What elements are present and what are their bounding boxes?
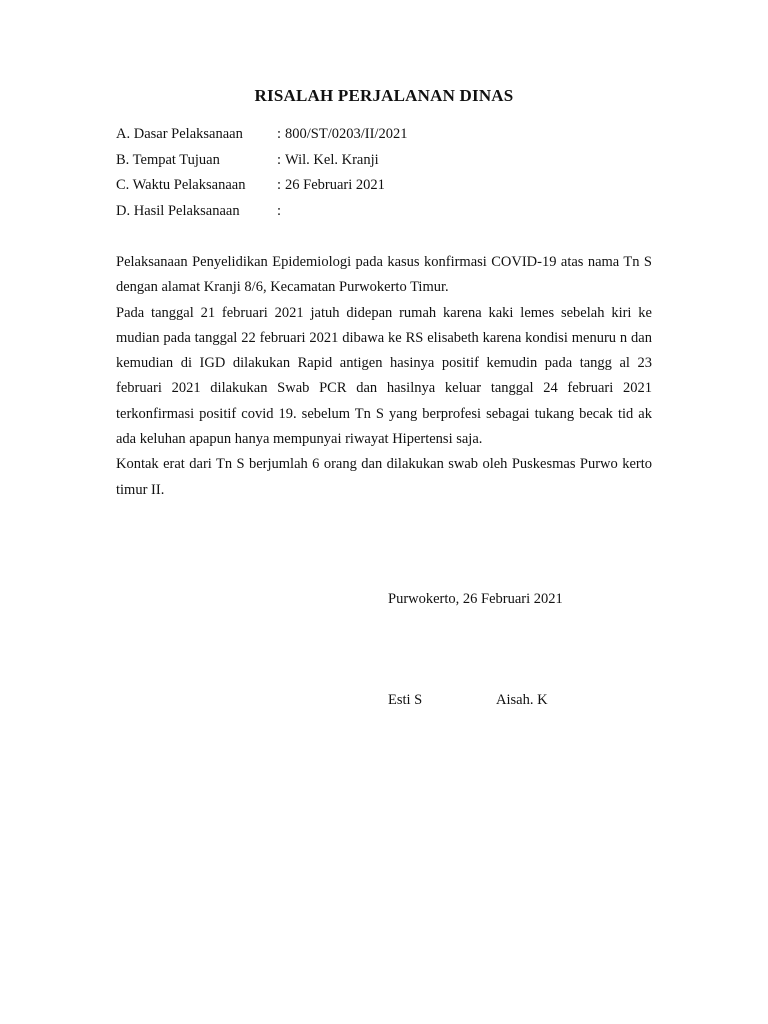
field-list: [116, 126, 656, 228]
report-paragraph: Kontak erat dari Tn S berjumlah 6 orang dan dilakukan swab oleh Puskesmas Purwo kerto timur II.: [116, 456, 652, 498]
field-colon: :: [277, 177, 282, 193]
field-value: 26 Februari 2021: [285, 177, 385, 193]
field-label: D. Hasil Pelaksanaan: [116, 202, 240, 219]
report-paragraph: Pada tanggal 21 februari 2021 jatuh didepan rumah karena kaki lemes sebelah kiri ke mudian pada tanggal 22 februari 2021 dibawa ke RS elisabeth karena kondisi menuru n dan kemudian di IGD dilakukan Rapid antigen hasinya positif kemudin pada tangg al 23 februari 2021 dilakukan Swab PCR dan hasilnya keluar tanggal 24 februari 2021 terkonfirmasi positif covid 19. sebelum Tn S yang berprofesi sebagai tukang becak tid ak ada keluhan apapun hanya mempunyai riwayat Hipertensi saja.: [116, 304, 652, 448]
field-colon: :: [277, 126, 282, 142]
field-value: Wil. Kel. Kranji: [285, 151, 379, 168]
signer-name: Aisah. K: [496, 692, 548, 708]
field-label: C. Waktu Pelaksanaan: [116, 177, 246, 193]
report-body: [116, 250, 652, 503]
report-paragraph: Pelaksanaan Penyelidikan Epidemiologi pada kasus konfirmasi COVID-19 atas nama Tn S dengan alamat Kranji 8/6, Kecamatan Purwokerto Timur.: [116, 254, 652, 296]
place-date: Purwokerto, 26 Februari 2021: [388, 591, 563, 607]
field-row-tempat: [116, 152, 656, 178]
field-value: 800/ST/0203/II/2021: [285, 126, 408, 142]
signer-name: Esti S: [388, 692, 423, 708]
field-row-dasar: [116, 126, 656, 152]
field-colon: :: [277, 202, 282, 219]
field-row-waktu: [116, 177, 656, 203]
field-label: A. Dasar Pelaksanaan: [116, 126, 243, 142]
field-colon: :: [277, 151, 282, 168]
field-label: B. Tempat Tujuan: [116, 151, 220, 168]
field-row-hasil: [116, 203, 656, 229]
document-title: RISALAH PERJALANAN DINAS: [254, 86, 514, 105]
